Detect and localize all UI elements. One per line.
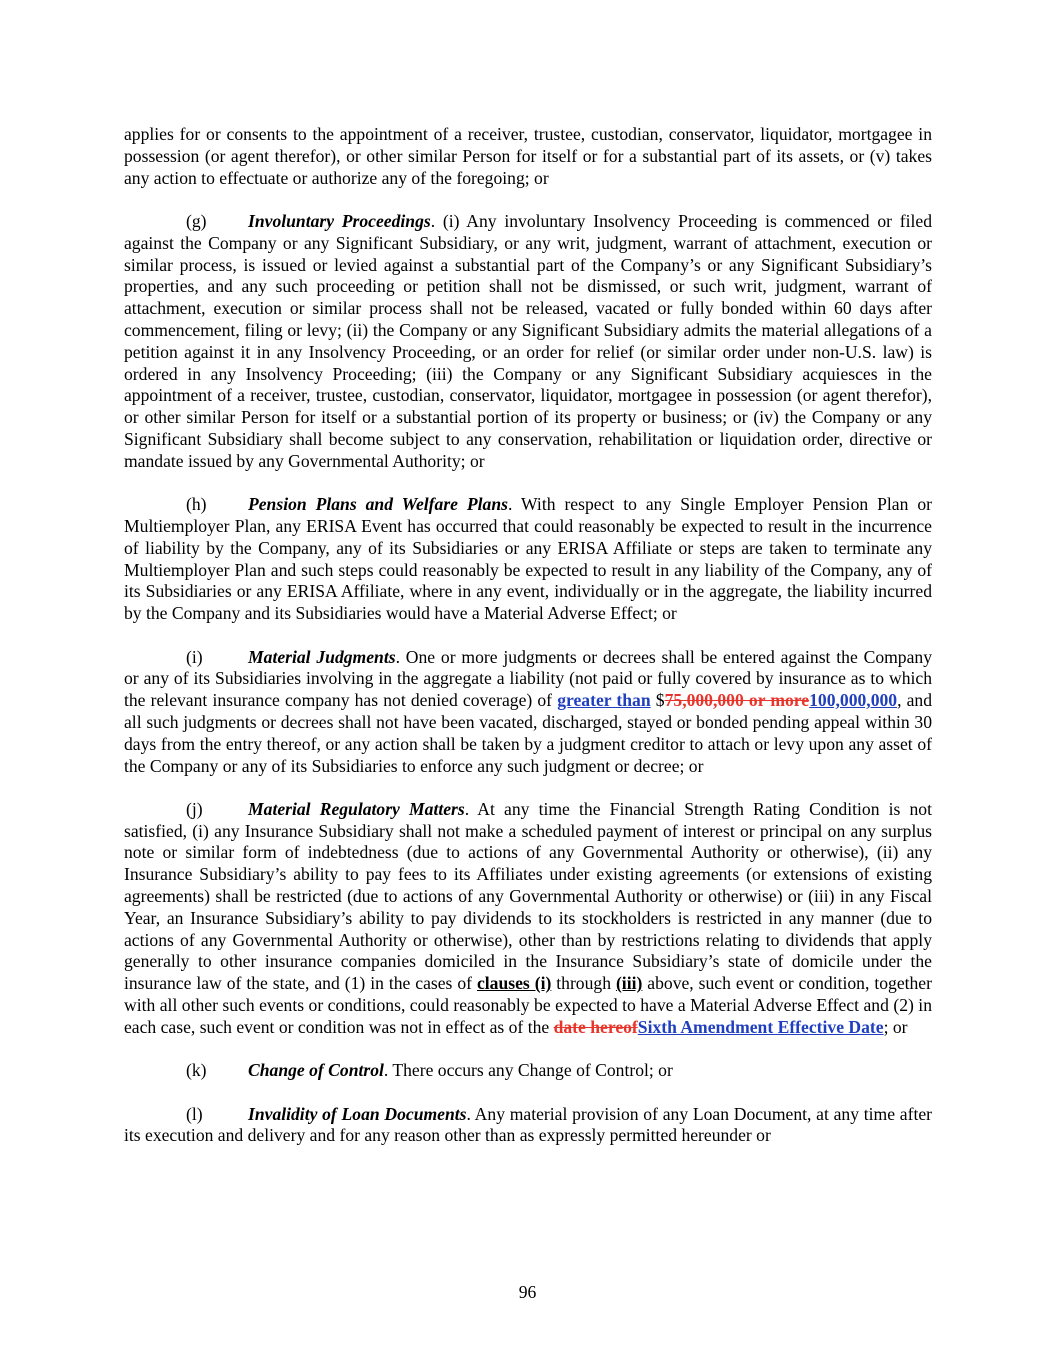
section-label: (j) (186, 798, 203, 819)
section-g-involuntary-proceedings (124, 211, 932, 473)
section-text: $ (650, 690, 665, 711)
section-text: above, such event or condition, together with all other such events or conditions, could reasonably be expected to have a Material Adverse Effect and (2) in each case, such event or condition was not in effect as of the (124, 973, 932, 1037)
section-text: . (i) Any involuntary Insolvency Proceeding is commenced or filed against the Company or any Significant Subsidiary, or any writ, judgment, warrant of attachment, execution or similar process, is issued or levied against a substantial part of the Company’s or any Significant Subsidiary’s properties, and any such proceeding or petition shall not be dismissed, or such writ, judgment, warrant of attachment, execution or similar process shall not be released, vacated or fully bonded within 60 days after commencement, filing or levy; (ii) the Company or any Significant Subsidiary admits the material allegations of a petition against it in any Insolvency Proceeding, or an order for relief (or similar order under non-U.S. law) is ordered in any Insolvency Proceeding; (iii) the Company or any Significant Subsidiary acquiesces in the appointment of a receiver, trustee, custodian, conservator, liquidator, mortgagee in possession (or agent therefor), or other similar Person for itself or a substantial portion of its property or business; or (iv) the Company or any Significant Subsidiary shall become subject to any conservation, rehabilitation or liquidation order, directive or mandate issued by any Governmental Authority; or (124, 210, 932, 471)
section-text: through (551, 973, 616, 994)
section-k-change-of-control (124, 1060, 932, 1082)
section-label: (i) (186, 646, 203, 667)
continuation-paragraph: applies for or consents to the appointment of a receiver, trustee, custodian, conservator, liquidator, mortgagee in possession (or agent therefor), or other similar Person for itself or for a substantial part of its assets, or (v) takes any action to effectuate or authorize any of the foregoing; or (124, 124, 932, 188)
section-heading: Involuntary Proceedings (248, 210, 431, 231)
deleted-text: 75,000,000 or more (664, 690, 810, 711)
deleted-text: date hereof (553, 1016, 638, 1037)
section-h-pension-plans (124, 494, 932, 625)
section-text: . One or more judgments or decrees shall be entered against the Company or any of its Subsidiaries involving in the aggregate a liability (not paid or fully covered by insurance as to which the relevant insurance company has not denied coverage) of (124, 646, 932, 711)
inserted-text: 100,000,000 (809, 690, 898, 711)
section-text: . Any material provision of any Loan Document, at any time after its execution and delivery and for any reason other than as expressly permitted hereunder or (124, 1103, 932, 1146)
section-text: , and all such judgments or decrees shall not have been vacated, discharged, stayed or bonded pending appeal within 30 days from the entry thereof, or any action shall be taken by a judgment creditor to attach or levy upon any asset of the Company or any of its Subsidiaries to enforce any such judgment or decree; or (124, 690, 933, 776)
inserted-text: greater than (557, 690, 651, 711)
section-heading: Material Judgments (248, 646, 396, 667)
clause-reference: (iii) (615, 973, 643, 994)
section-l-invalidity-of-loan-documents (124, 1104, 932, 1148)
section-text: . With respect to any Single Employer Pension Plan or Multiemployer Plan, any ERISA Event has occurred that could reasonably be expected to result in the incurrence of liability by the Company, any of its Subsidiaries or any ERISA Affiliate or steps are taken to terminate any Multiemployer Plan and such steps could reasonably be expected to result in any liability of the Company, any of its Subsidiaries or any ERISA Affiliate, where in any event, individually or in the aggregate, the liability incurred by the Company and its Subsidiaries would have a Material Adverse Effect; or (124, 494, 932, 624)
section-i-material-judgments (124, 647, 932, 778)
section-text: . There occurs any Change of Control; or (383, 1060, 673, 1081)
section-label: (l) (186, 1103, 203, 1124)
section-heading: Change of Control (248, 1060, 384, 1081)
section-label: (g) (186, 210, 207, 231)
section-label: (h) (186, 494, 207, 515)
section-text: . At any time the Financial Strength Rating Condition is not satisfied, (i) any Insurance Subsidiary shall not make a scheduled payment of interest or principal on any surplus note or similar form of indebtedness (due to actions of any Governmental Authority or otherwise), (ii) any Insurance Subsidiary’s ability to pay fees to its Affiliates under existing agreements (or extensions of existing agreements) shall be restricted (due to actions of any Governmental Authority or otherwise) or (iii) in any Fiscal Year, an Insurance Subsidiary’s ability to pay dividends to its stockholders is restricted in any manner (due to actions of any Governmental Authority or otherwise), other than by restrictions relating to dividends that apply generally to other insurance companies domiciled in the Insurance Subsidiary’s state of domicile under the insurance law of the state, and (1) in the cases of (124, 798, 932, 994)
section-heading: Material Regulatory Matters (248, 798, 465, 819)
section-heading: Pension Plans and Welfare Plans (248, 494, 508, 515)
clause-reference: clauses (i) (476, 973, 552, 994)
section-j-material-regulatory-matters (124, 799, 932, 1039)
document-page (124, 124, 932, 1147)
page-number: 96 (518, 1282, 537, 1302)
inserted-text: Sixth Amendment Effective Date (637, 1016, 884, 1037)
section-text: ; or (883, 1016, 908, 1037)
section-heading: Invalidity of Loan Documents (248, 1103, 467, 1124)
section-label: (k) (186, 1060, 207, 1081)
